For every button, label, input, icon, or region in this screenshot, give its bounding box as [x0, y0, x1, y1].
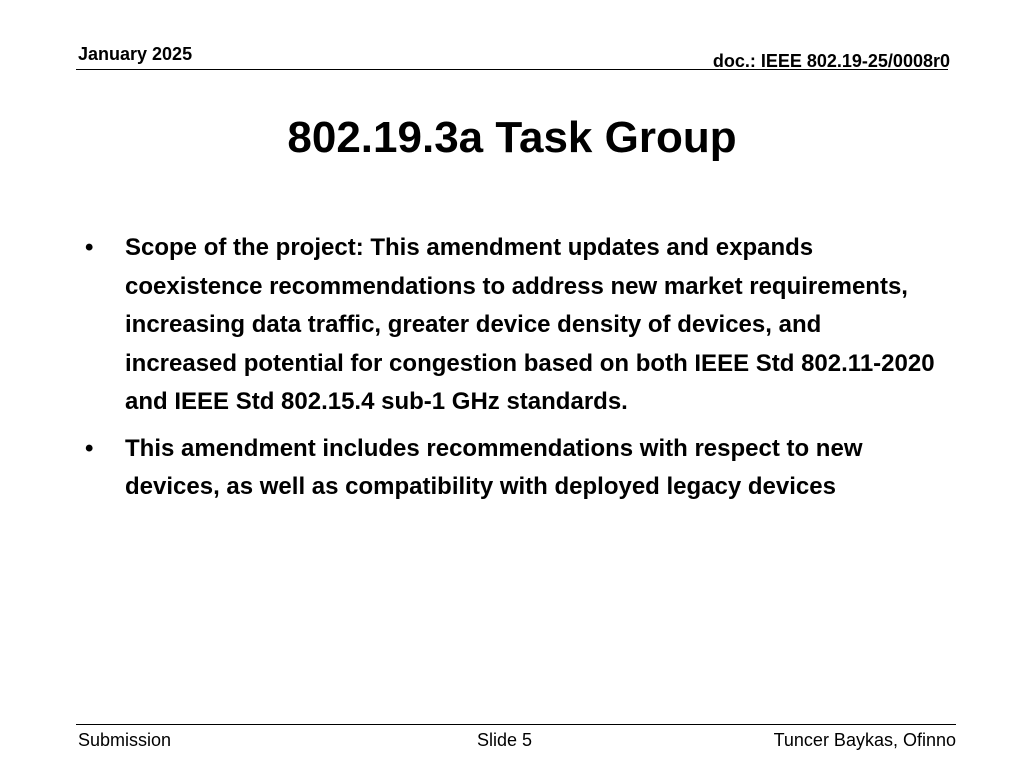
bullet-text: Scope of the project: This amendment updates and expands coexistence recommendations to address new market requirements, increasing data traffic, greater device density of devices, and increased potential for congestion based on both IEEE Std 802.11-2020 and IEEE Std 802.15.4 sub-1 GHz standards. — [125, 234, 935, 415]
header-divider — [76, 69, 948, 70]
header-date: January 2025 — [78, 44, 193, 64]
bullet-icon: • — [85, 434, 94, 462]
bullet-text: This amendment includes recommendations with respect to new devices, as well as compatibility with deployed legacy devices — [125, 434, 863, 500]
bullet-icon: • — [85, 234, 94, 261]
bullet-list — [85, 229, 935, 515]
footer-slide-number: Slide 5 — [477, 730, 533, 750]
bullet-item-scope — [85, 229, 935, 422]
footer-divider — [76, 724, 956, 725]
bullet-item-recommendations — [85, 430, 935, 507]
footer-submission: Submission — [78, 730, 172, 750]
slide-title: 802.19.3a Task Group — [287, 113, 737, 162]
header-doc-id: doc.: IEEE 802.19-25/0008r0 — [712, 51, 950, 71]
footer-author: Tuncer Baykas, Ofinno — [773, 730, 956, 750]
